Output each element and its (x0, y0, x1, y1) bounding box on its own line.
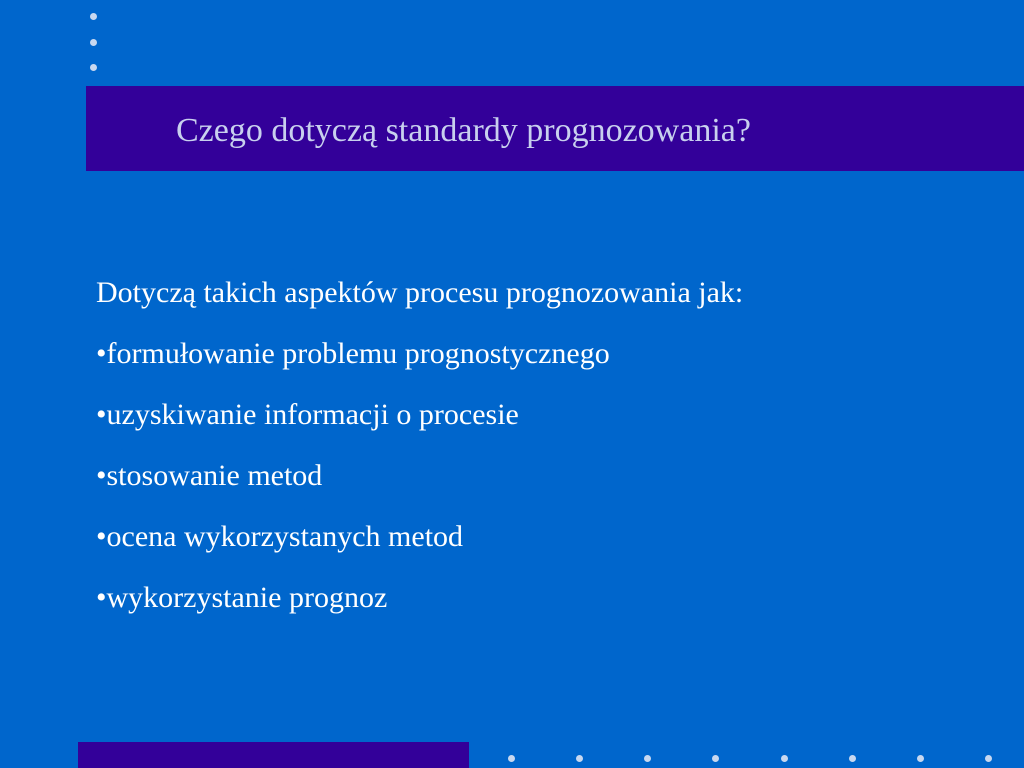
decorative-dot (90, 39, 97, 46)
bullet-item: •ocena wykorzystanych metod (96, 520, 464, 553)
decorative-dot (712, 755, 719, 762)
decorative-dot (576, 755, 583, 762)
slide-title: Czego dotyczą standardy prognozowania? (176, 112, 751, 149)
bullet-item: •formułowanie problemu prognostycznego (96, 337, 610, 370)
decorative-dot (644, 755, 651, 762)
decorative-dot (917, 755, 924, 762)
bottom-accent-bar (78, 742, 469, 768)
decorative-dot (849, 755, 856, 762)
bullet-item: •stosowanie metod (96, 459, 323, 492)
decorative-dot (985, 755, 992, 762)
bullet-item: •uzyskiwanie informacji o procesie (96, 398, 519, 431)
intro-text: Dotyczą takich aspektów procesu prognozowania jak: (96, 276, 744, 309)
decorative-dot (781, 755, 788, 762)
slide-body (96, 274, 996, 640)
decorative-dot (90, 64, 97, 71)
bullet-item: •wykorzystanie prognoz (96, 581, 388, 614)
decorative-dot (90, 13, 97, 20)
decorative-dot (508, 755, 515, 762)
